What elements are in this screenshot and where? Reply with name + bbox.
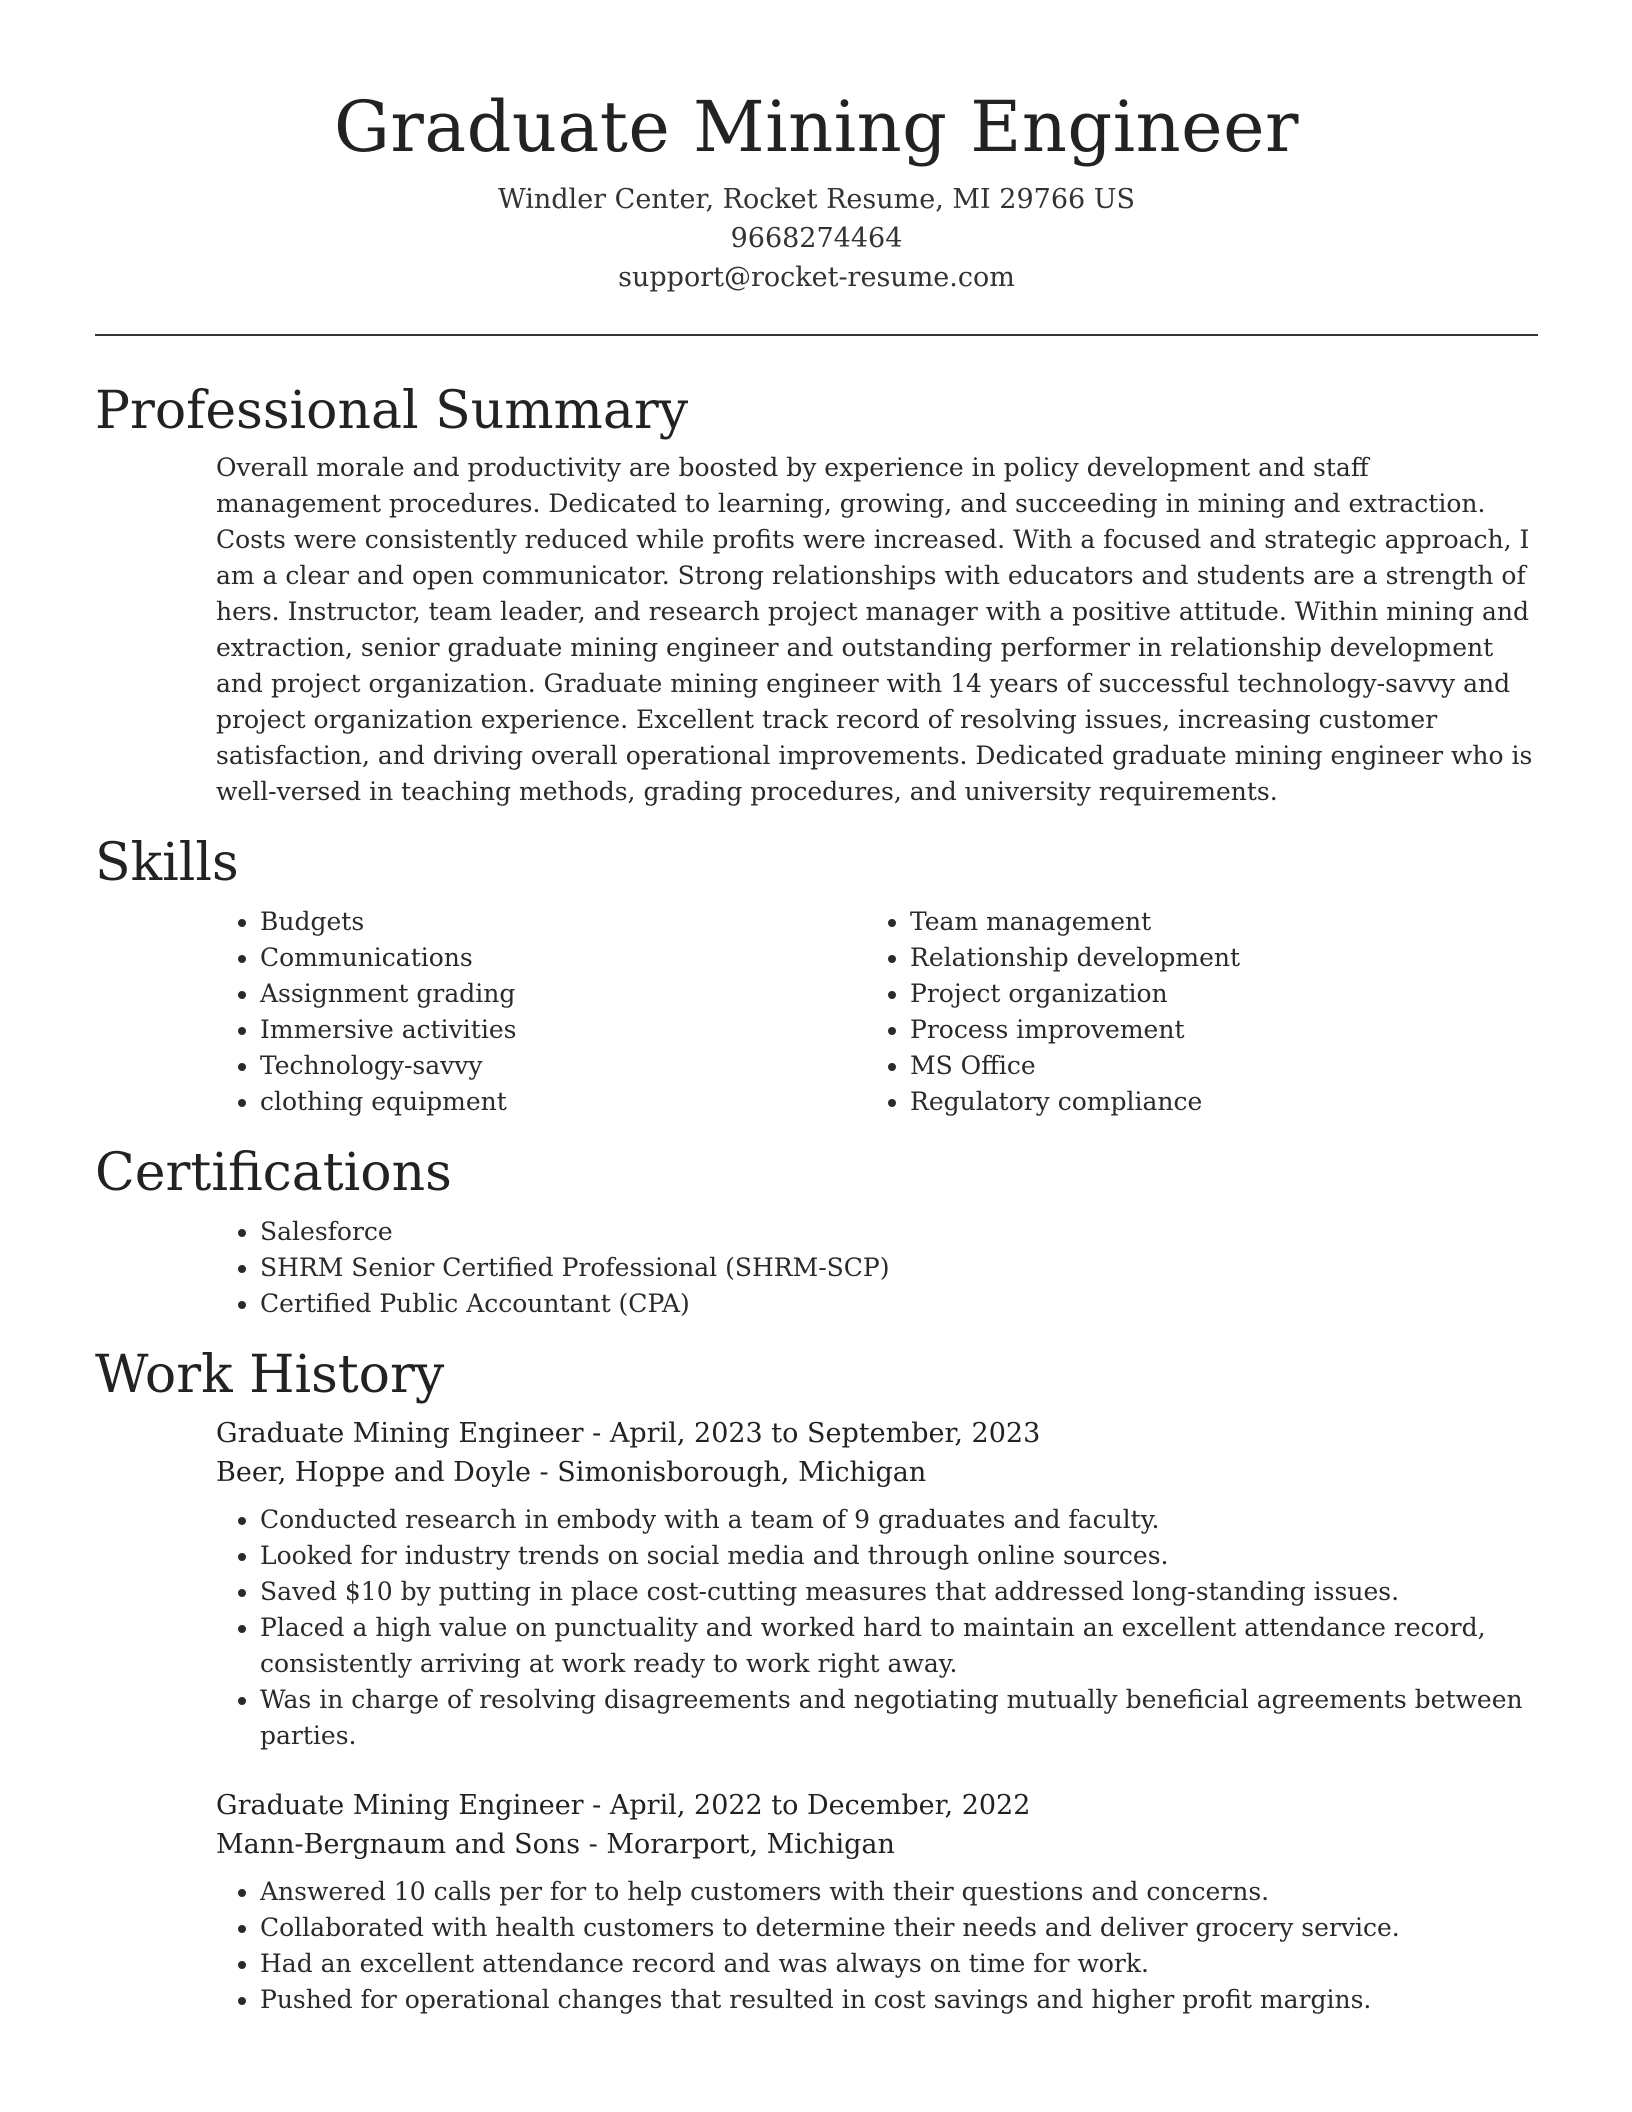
job-title-line: Graduate Mining Engineer - April, 2022 to December, 2022: [216, 1790, 1031, 1821]
candidate-name: Graduate Mining Engineer: [334, 86, 1299, 168]
job-company-line: Mann-Bergnaum and Sons - Morarport, Michigan: [216, 1829, 895, 1860]
work-history-title: Work History: [95, 1345, 445, 1405]
job-bullets: [216, 1502, 1538, 1754]
skill-item: • Technology-savvy: [260, 1048, 866, 1084]
skill-item: • Budgets: [260, 904, 866, 940]
phone: 9668274464: [730, 223, 903, 254]
job-bullet: • Looked for industry trends on social media and through online sources.: [260, 1538, 1538, 1574]
job-role: Graduate Mining Engineer: [216, 1418, 584, 1449]
certification-item: • SHRM Senior Certified Professional (SHRM-SCP): [260, 1250, 1538, 1286]
job-location: Simonisborough, Michigan: [557, 1457, 927, 1488]
skill-item: • Immersive activities: [260, 1012, 866, 1048]
job-bullet: • Pushed for operational changes that resulted in cost savings and higher profit margins.: [260, 1982, 1538, 2018]
resume-header: [95, 0, 1538, 297]
skill-item: • Relationship development: [910, 940, 1516, 976]
summary-text: Overall morale and productivity are boosted by experience in policy development and staff management procedures. Dedicated to learning, growing, and succeeding in mining and extraction. Costs were consistently reduced while profits were increased. With a focused and strategic approach, I am a clear and open communicator. Strong relationships with educators and students are a strength of hers. Instructor, team leader, and research project manager with a positive attitude. Within mining and extraction, senior graduate mining engineer and outstanding performer in relationship development and project organization. Graduate mining engineer with 14 years of successful technology-savvy and project organization experience. Excellent track record of resolving issues, increasing customer satisfaction, and driving overall operational improvements. Dedicated graduate mining engineer who is well-versed in teaching methods, grading procedures, and university requirements.: [216, 453, 1533, 806]
job-bullet: • Placed a high value on punctuality and worked hard to maintain an excellent attendance record, consistently arriving at work ready to work right away.: [260, 1610, 1538, 1682]
job-company-line: Beer, Hoppe and Doyle - Simonisborough, Michigan: [216, 1457, 927, 1488]
contact-info: [95, 180, 1538, 297]
job-bullet: • Conducted research in embody with a team of 9 graduates and faculty.: [260, 1502, 1538, 1538]
skill-item: • Regulatory compliance: [910, 1084, 1516, 1120]
job-role: Graduate Mining Engineer: [216, 1790, 584, 1821]
job-entry: [216, 1786, 1538, 2018]
job-company: Beer, Hoppe and Doyle: [216, 1457, 531, 1488]
job-entry: [216, 1414, 1538, 1754]
certification-item: • Salesforce: [260, 1214, 1538, 1250]
skill-item: • Team management: [910, 904, 1516, 940]
certifications-list: [216, 1214, 1538, 1322]
certification-item: • Certified Public Accountant (CPA): [260, 1286, 1538, 1322]
address: Windler Center, Rocket Resume, MI 29766 US: [497, 184, 1136, 215]
job-company: Mann-Bergnaum and Sons: [216, 1829, 581, 1860]
job-bullets: [216, 1874, 1538, 2018]
certifications-title: Certifications: [95, 1143, 452, 1203]
skill-item: • Communications: [260, 940, 866, 976]
header-divider: [95, 334, 1538, 336]
job-dates: April, 2023 to September, 2023: [609, 1418, 1041, 1449]
job-bullet: • Answered 10 calls per for to help customers with their questions and concerns.: [260, 1874, 1538, 1910]
job-dates: April, 2022 to December, 2022: [609, 1790, 1031, 1821]
job-bullet: • Was in charge of resolving disagreements and negotiating mutually beneficial agreements between parties.: [260, 1682, 1538, 1754]
skill-item: • Process improvement: [910, 1012, 1516, 1048]
skill-item: • Assignment grading: [260, 976, 866, 1012]
work-history-section: [95, 1342, 1538, 2018]
job-bullet: • Collaborated with health customers to determine their needs and deliver grocery service.: [260, 1910, 1538, 1946]
resume-page: [95, 0, 1538, 2018]
summary-section: [95, 378, 1538, 810]
email[interactable]: support@rocket-resume.com: [618, 262, 1015, 293]
job-bullet: • Had an excellent attendance record and was always on time for work.: [260, 1946, 1538, 1982]
certifications-section: [95, 1140, 1538, 1322]
skill-item: • MS Office: [910, 1048, 1516, 1084]
job-title-line: Graduate Mining Engineer - April, 2023 to September, 2023: [216, 1418, 1041, 1449]
summary-title: Professional Summary: [95, 381, 689, 441]
skills-list-right: [866, 904, 1516, 1120]
skill-item: • Project organization: [910, 976, 1516, 1012]
job-location: Morarport, Michigan: [606, 1829, 895, 1860]
skills-list-left: [216, 904, 866, 1120]
skills-section: [95, 830, 1538, 1120]
skills-title: Skills: [95, 833, 239, 893]
skill-item: • clothing equipment: [260, 1084, 866, 1120]
job-bullet: • Saved $10 by putting in place cost-cutting measures that addressed long-standing issues.: [260, 1574, 1538, 1610]
